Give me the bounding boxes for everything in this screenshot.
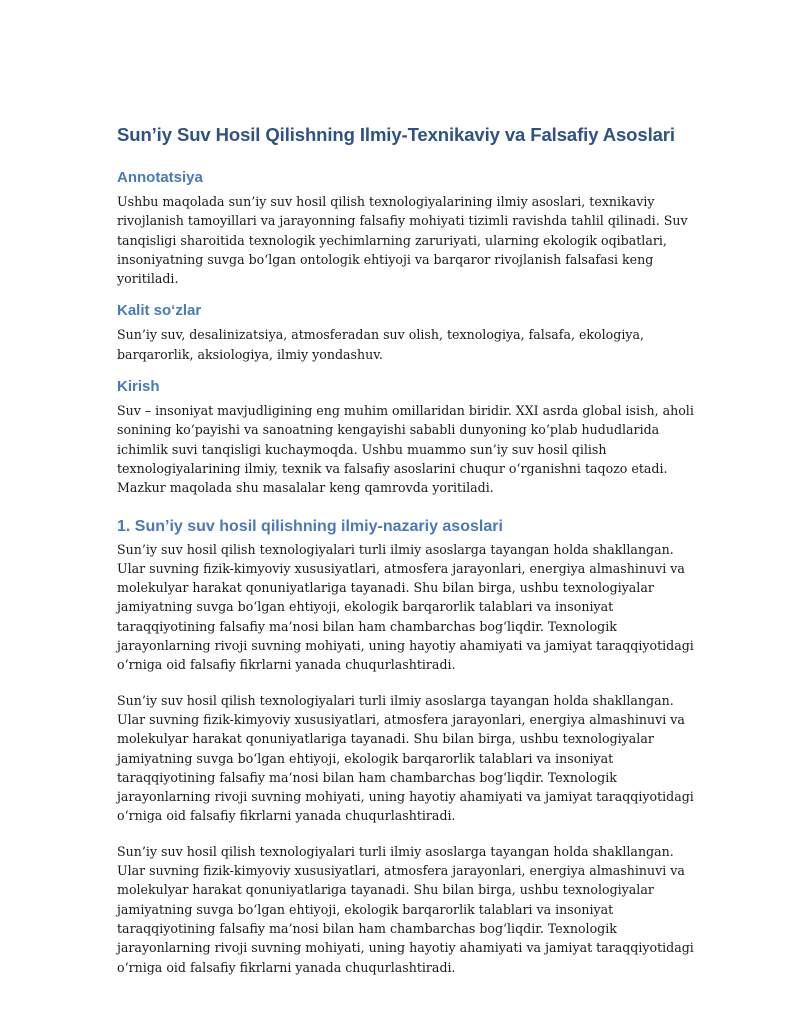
section-1-paragraph: Sun’iy suv hosil qilish texnologiyalari turli ilmiy asoslarga tayangan holda shakllangan. Ular suvning fizik-kimyoviy xususiyatlari, atmosfera jarayonlari, energiya almashinuvi va molekulyar harakat qonuniyatlariga tayanadi. Shu bilan birga, ushbu texnologiyalar jamiyatning suvga bo‘lgan ehtiyoji, ekologik barqarorlik talablari va insoniyat taraqqiyotining falsafiy ma’nosi bilan ham chambarchas bog‘liqdir. Texnologik jarayonlarning rivoji suvning mohiyati, uning hayotiy ahamiyati va jamiyat taraqqiyotidagi o‘rniga oid falsafiy fikrlarni yanada chuqurlashtiradi. <box>117 843 694 975</box>
keywords-text: Sun’iy suv, desalinizatsiya, atmosferadan suv olish, texnologiya, falsafa, ekologiya, barqarorlik, aksiologiya, ilmiy yondashuv. <box>117 327 644 362</box>
annotation-section <box>117 167 697 288</box>
annotation-heading: Annotatsiya <box>117 169 203 186</box>
section-1-heading: 1. Sun’iy suv hosil qilishning ilmiy-nazariy asoslari <box>117 517 503 535</box>
document-title: Sun’iy Suv Hosil Qilishning Ilmiy-Texnikaviy va Falsafiy Asoslari <box>117 124 675 145</box>
annotation-text: Ushbu maqolada sun’iy suv hosil qilish texnologiyalarining ilmiy asoslari, texnikaviy rivojlanish tamoyillari va jarayonning falsafiy mohiyati tizimli ravishda tahlil qilinadi. Suv tanqisligi sharoitida texnologik yechimlarning zaruriyati, ularning ekologik oqibatlari, insoniyatning suvga bo‘lgan ontologik ehtiyoji va barqaror rivojlanish falsafasi keng yoritiladi. <box>117 194 688 287</box>
keywords-heading: Kalit so‘zlar <box>117 302 202 320</box>
intro-section <box>117 376 697 497</box>
section-1-paragraph: Sun’iy suv hosil qilish texnologiyalari turli ilmiy asoslarga tayangan holda shakllangan. Ular suvning fizik-kimyoviy xususiyatlari, atmosfera jarayonlari, energiya almashinuvi va molekulyar harakat qonuniyatlariga tayanadi. Shu bilan birga, ushbu texnologiyalar jamiyatning suvga bo‘lgan ehtiyoji, ekologik barqarorlik talablari va insoniyat taraqqiyotining falsafiy ma’nosi bilan ham chambarchas bog‘liqdir. Texnologik jarayonlarning rivoji suvning mohiyati, uning hayotiy ahamiyati va jamiyat taraqqiyotidagi o‘rniga oid falsafiy fikrlarni yanada chuqurlashtiradi. <box>117 541 694 673</box>
intro-heading: Kirish <box>117 378 160 396</box>
intro-text: Suv – insoniyat mavjudligining eng muhim omillaridan biridir. XXI asrda global isish, aholi sonining ko‘payishi va sanoatning kengayishi sababli dunyoning ko‘plab hududlarida ichimlik suvi tanqisligi kuchaymoqda. Ushbu muammo sun’iy suv hosil qilish texnologiyalarining ilmiy, texnik va falsafiy asoslarini chuqur o‘rganishni taqozo etadi. Mazkur maqolada shu masalalar keng qamrovda yoritiladi. <box>117 403 694 496</box>
document-page <box>117 122 697 989</box>
section-1-paragraph: Sun’iy suv hosil qilish texnologiyalari turli ilmiy asoslarga tayangan holda shakllangan. Ular suvning fizik-kimyoviy xususiyatlari, atmosfera jarayonlari, energiya almashinuvi va molekulyar harakat qonuniyatlariga tayanadi. Shu bilan birga, ushbu texnologiyalar jamiyatning suvga bo‘lgan ehtiyoji, ekologik barqarorlik talablari va insoniyat taraqqiyotining falsafiy ma’nosi bilan ham chambarchas bog‘liqdir. Texnologik jarayonlarning rivoji suvning mohiyati, uning hayotiy ahamiyati va jamiyat taraqqiyotidagi o‘rniga oid falsafiy fikrlarni yanada chuqurlashtiradi. <box>117 692 694 824</box>
section-1 <box>117 516 697 977</box>
keywords-section <box>117 300 697 364</box>
